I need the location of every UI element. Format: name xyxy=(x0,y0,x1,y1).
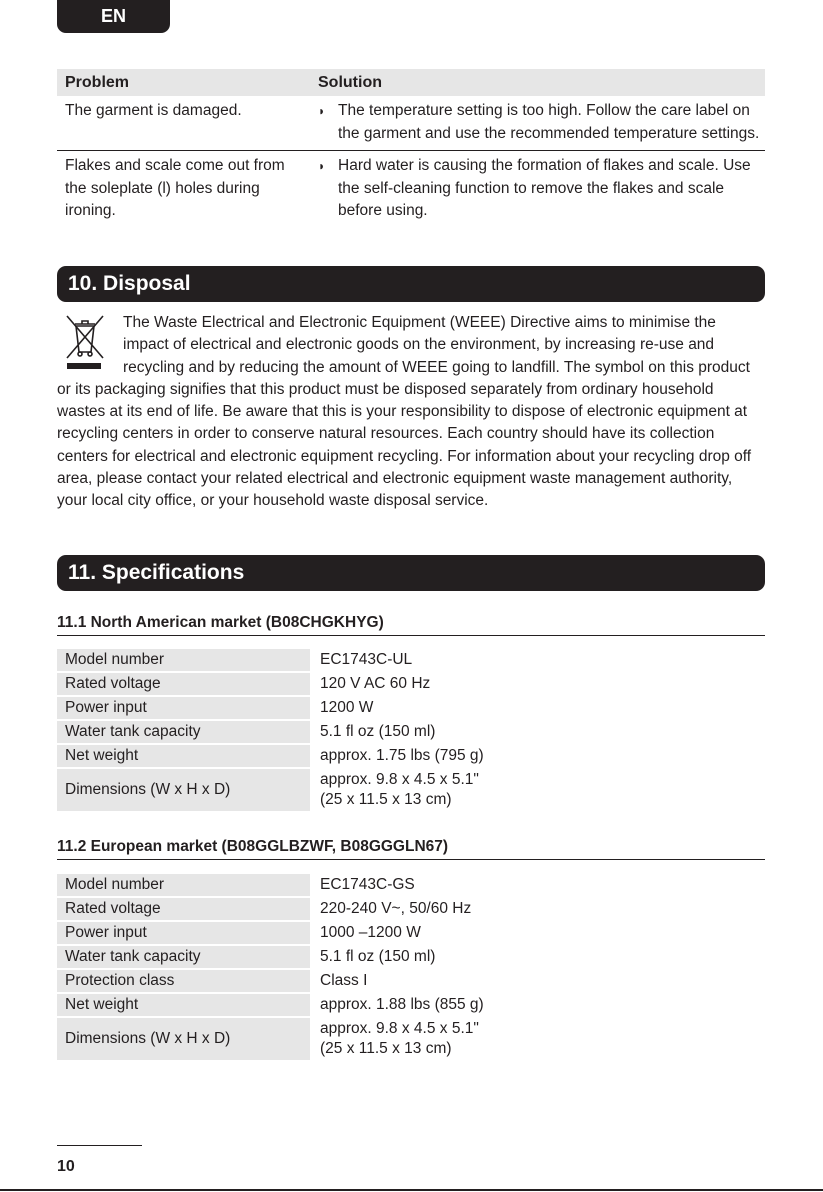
spec-value: 120 V AC 60 Hz xyxy=(320,675,431,692)
spec-key: Water tank capacity xyxy=(57,946,310,968)
table-row xyxy=(57,96,765,150)
table-row xyxy=(57,994,557,1016)
solution-cell: The temperature setting is too high. Follow the care label on the garment and use the recommended temperature settings. xyxy=(338,102,760,142)
spec-value-line2: (25 x 11.5 x 13 cm) xyxy=(320,791,452,808)
problem-cell: Flakes and scale come out from the soleplate (l) holes during ironing. xyxy=(65,157,285,219)
table-row xyxy=(57,922,557,944)
spec-key: Protection class xyxy=(57,970,310,992)
spec-key: Dimensions (W x H x D) xyxy=(57,769,310,811)
table-row xyxy=(57,697,557,719)
subsection-europe: 11.2 European market (B08GGLBZWF, B08GGGLN67) xyxy=(57,838,765,860)
spec-value-line2: (25 x 11.5 x 13 cm) xyxy=(320,1040,452,1057)
spec-key: Model number xyxy=(57,874,310,896)
troubleshooting-table xyxy=(57,69,765,228)
table-row xyxy=(57,1018,557,1060)
spec-value: 220-240 V~, 50/60 Hz xyxy=(320,900,472,917)
spec-key: Model number xyxy=(57,649,310,671)
spec-value: Class I xyxy=(320,972,368,989)
table-row xyxy=(57,769,557,811)
header-problem: Problem xyxy=(65,73,130,91)
table-row xyxy=(57,898,557,920)
table-row xyxy=(57,721,557,743)
spec-key: Net weight xyxy=(57,745,310,767)
spec-table-north-america xyxy=(57,647,557,813)
spec-value: approx. 1.75 lbs (795 g) xyxy=(320,747,484,764)
table-row xyxy=(57,673,557,695)
spec-key: Net weight xyxy=(57,994,310,1016)
spec-value: EC1743C-UL xyxy=(320,651,413,668)
bullet-icon: ◗ xyxy=(318,104,326,118)
section-title-disposal: 10. Disposal xyxy=(57,266,765,302)
spec-key: Power input xyxy=(57,697,310,719)
disposal-paragraph: The Waste Electrical and Electronic Equipment (WEEE) Directive aims to minimise the impact of electrical and electronic goods on the environment, by increasing re-use and recycling and by reducing the amount of WEEE going to landfill. The symbol on this product or its packaging signifies that this product must be disposed separately from ordinary household wastes at its end of life. Be aware that this is your responsibility to dispose of electronic equipment at recycling centers in order to conserve natural resources. Each country should have its collection centers for electrical and electronic equipment recycling. For information about your recycling drop off area, please contact your related electrical and electronic equipment waste management authority, your local city office, or your household waste disposal service. xyxy=(57,314,752,510)
table-row xyxy=(57,150,765,228)
subsection-north-america: 11.1 North American market (B08CHGKHYG) xyxy=(57,614,765,636)
spec-key: Rated voltage xyxy=(57,898,310,920)
problem-cell: The garment is damaged. xyxy=(65,102,242,119)
table-row xyxy=(57,946,557,968)
spec-value: 5.1 fl oz (150 ml) xyxy=(320,723,436,740)
table-header xyxy=(57,69,765,96)
spec-key: Dimensions (W x H x D) xyxy=(57,1018,310,1060)
spec-key: Power input xyxy=(57,922,310,944)
spec-value: EC1743C-GS xyxy=(320,876,415,893)
spec-table-europe xyxy=(57,872,557,1062)
bottom-border xyxy=(0,1189,823,1191)
section-title-specifications: 11. Specifications xyxy=(57,555,765,591)
spec-value: approx. 1.88 lbs (855 g) xyxy=(320,996,484,1013)
spec-key: Water tank capacity xyxy=(57,721,310,743)
header-solution: Solution xyxy=(318,73,382,91)
table-row xyxy=(57,970,557,992)
table-row xyxy=(57,745,557,767)
footer-rule xyxy=(57,1145,142,1146)
spec-value: approx. 9.8 x 4.5 x 5.1" xyxy=(320,771,479,788)
language-tab: EN xyxy=(57,0,170,33)
page-number: 10 xyxy=(57,1158,75,1175)
bullet-icon: ◗ xyxy=(318,159,326,173)
table-row xyxy=(57,649,557,671)
table-row xyxy=(57,874,557,896)
spec-value: 5.1 fl oz (150 ml) xyxy=(320,948,436,965)
solution-cell: Hard water is causing the formation of flakes and scale. Use the self-cleaning function to remove the flakes and scale before using. xyxy=(338,157,751,219)
spec-value: 1000 –1200 W xyxy=(320,924,421,941)
spec-key: Rated voltage xyxy=(57,673,310,695)
spec-value: 1200 W xyxy=(320,699,374,716)
spec-value: approx. 9.8 x 4.5 x 5.1" xyxy=(320,1020,479,1037)
